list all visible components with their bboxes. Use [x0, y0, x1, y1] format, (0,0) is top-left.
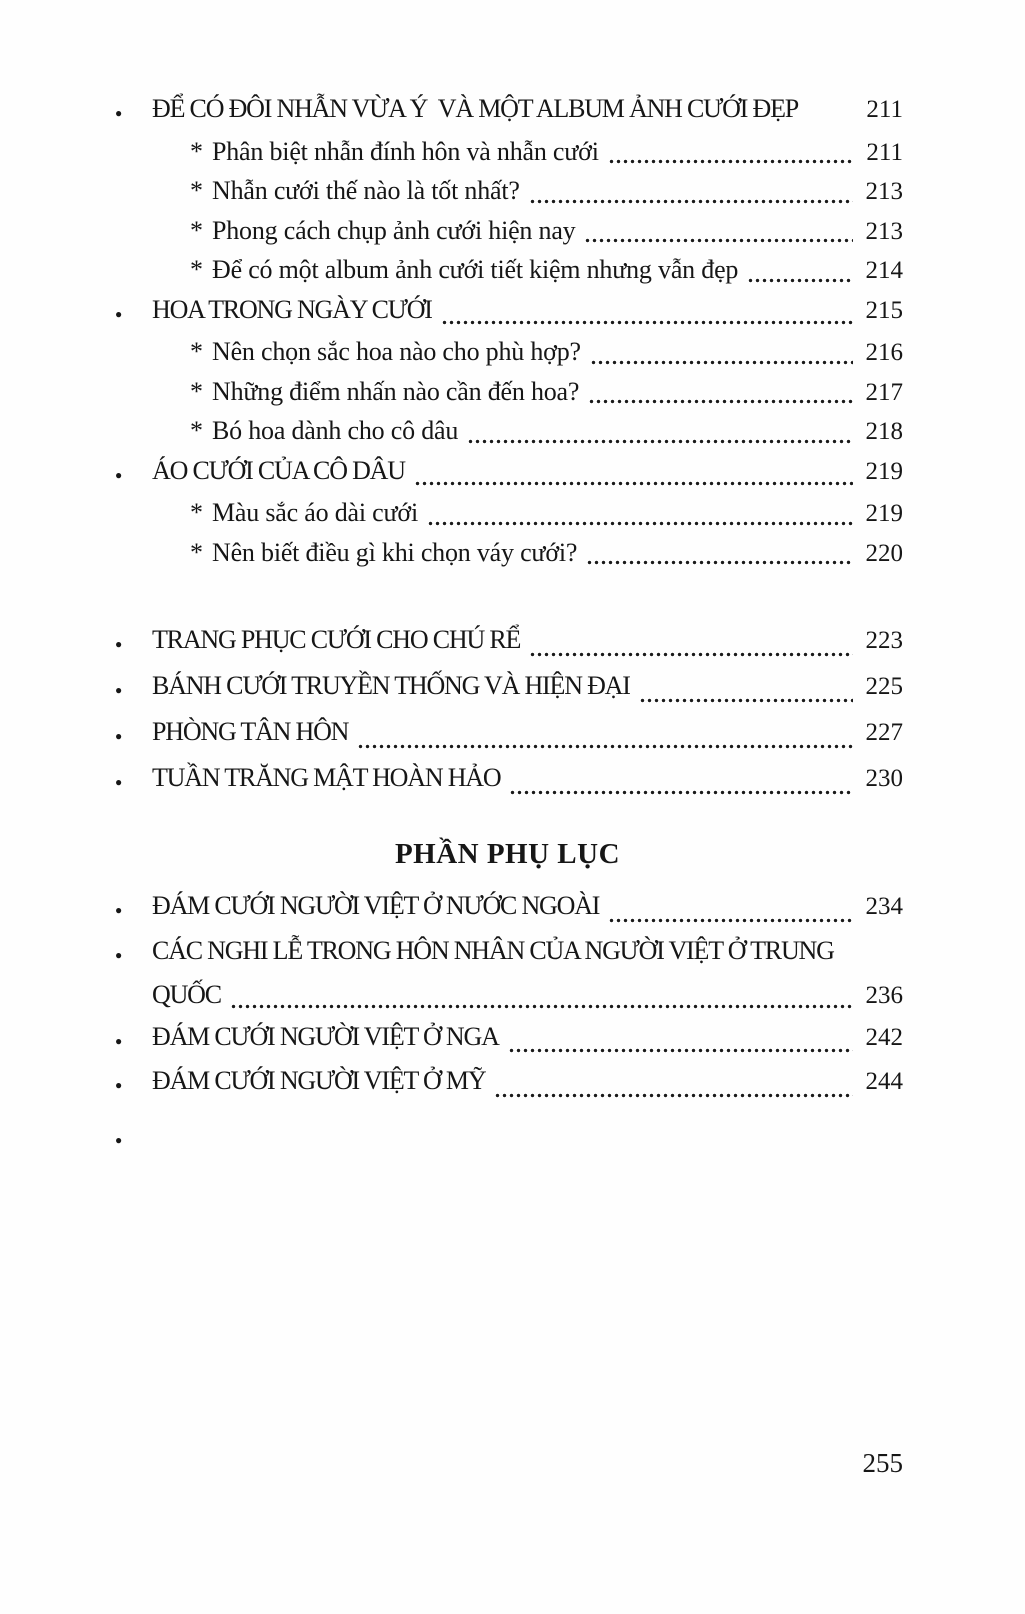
toc-page-number: 218 — [865, 418, 903, 445]
bullet-marker: ● — [115, 306, 123, 321]
bullet-marker: ● — [115, 729, 123, 743]
asterisk-marker: * — [190, 498, 203, 527]
toc-page-number: 219 — [865, 457, 903, 485]
dot-leader — [467, 439, 853, 444]
toc-entry-label: Những điểm nhấn nào cần đến hoa? — [212, 376, 580, 406]
toc-entry-label: ÁO CƯỚI CỦA CÔ DÂU — [152, 455, 405, 485]
toc-entry — [112, 133, 903, 173]
appendix-heading: PHẦN PHỤ LỤC — [394, 838, 621, 870]
toc-entry-label: CÁC NGHI LỄ TRONG HÔN NHÂN CỦA NGƯỜI VIỆT Ở TRUNG — [152, 935, 834, 965]
dot-leader — [747, 278, 853, 283]
toc-page-number: 244 — [865, 1068, 903, 1095]
toc-entry-label: Bó hoa dành cho cô dâu — [212, 416, 459, 445]
toc-entry-label: Phân biệt nhẫn đính hôn và nhẫn cưới — [212, 136, 599, 166]
toc-section-groom-cake-honeymoon — [112, 619, 903, 803]
bullet-marker: ● — [115, 467, 123, 482]
toc-entry — [112, 494, 903, 534]
toc-entry-label: BÁNH CƯỚI TRUYỀN THỐNG VÀ HIỆN ĐẠI — [152, 671, 630, 700]
toc-page-number: 236 — [865, 982, 903, 1009]
toc-entry-label: Để có một album ảnh cưới tiết kiệm nhưng vẫn đẹp — [212, 255, 739, 284]
bullet-marker: ● — [115, 106, 123, 120]
toc-entry-label: TUẦN TRĂNG MẬT HOÀN HẢO — [152, 763, 501, 792]
toc-page-number: 223 — [865, 627, 903, 654]
toc-entry-label: ĐÁM CƯỚI NGƯỜI VIỆT Ở NGA — [152, 1021, 499, 1051]
toc-entry-label: Phong cách chụp ảnh cưới hiện nay — [212, 215, 576, 245]
toc-page-number: 220 — [865, 539, 903, 567]
toc-entry-label: Màu sắc áo dài cưới — [212, 498, 418, 527]
dot-leader — [441, 320, 853, 325]
dot-leader — [608, 159, 853, 164]
dot-leader — [608, 918, 853, 923]
asterisk-marker: * — [190, 416, 203, 445]
toc-page-number: 213 — [865, 178, 903, 205]
dot-leader — [509, 790, 853, 795]
toc-entry-label: ĐỂ CÓ ĐÔI NHẪN VỪA Ý VÀ MỘT ALBUM ẢNH CƯỚI ĐẸP — [152, 94, 799, 123]
dot-leader — [508, 1048, 853, 1053]
bullet-marker: ● — [115, 1033, 123, 1048]
asterisk-marker: * — [190, 255, 203, 284]
page-number: 255 — [862, 1448, 903, 1478]
asterisk-marker: * — [190, 176, 203, 205]
toc-section-appendix — [112, 886, 903, 1160]
toc-page-number: 227 — [865, 719, 903, 746]
toc-page-number: 213 — [865, 217, 903, 245]
bullet-marker: ● — [115, 637, 123, 651]
toc-entry — [112, 711, 903, 757]
toc-entry-label: ĐÁM CƯỚI NGƯỜI VIỆT Ở MỸ — [152, 1066, 486, 1095]
toc-page-number: 211 — [866, 96, 903, 123]
dot-leader — [427, 521, 853, 526]
toc-entry — [112, 333, 903, 373]
dot-leader — [584, 238, 853, 243]
bullet-marker: ● — [115, 1078, 123, 1092]
asterisk-marker: * — [190, 537, 203, 567]
toc-entry — [112, 931, 903, 976]
asterisk-marker: * — [190, 376, 203, 406]
toc — [112, 0, 903, 1160]
dot-leader — [357, 744, 853, 749]
toc-entry — [112, 665, 903, 711]
toc-entry — [112, 1017, 903, 1062]
asterisk-marker: * — [190, 337, 203, 366]
toc-page-number: 219 — [865, 500, 903, 527]
toc-page-number: 225 — [865, 673, 903, 700]
toc-page-number: 214 — [865, 257, 903, 284]
toc-entry — [112, 412, 903, 452]
toc-entry — [112, 172, 903, 212]
dot-leader — [588, 399, 853, 404]
dot-leader — [494, 1093, 853, 1098]
toc-entry — [112, 886, 903, 931]
toc-entry — [112, 534, 903, 574]
toc-entry — [112, 1061, 903, 1106]
dot-leader — [586, 560, 853, 565]
toc-page-number: 215 — [865, 296, 903, 324]
toc-entry-label: Nhẫn cưới thế nào là tốt nhất? — [212, 176, 520, 205]
bullet-marker: ● — [115, 775, 123, 789]
toc-page-number: 211 — [866, 138, 903, 166]
toc-entry — [112, 975, 903, 1017]
toc-entry — [112, 291, 903, 334]
toc-entry — [112, 1120, 903, 1161]
toc-entry — [112, 90, 903, 133]
toc-entry-label: HOA TRONG NGÀY CƯỚI — [152, 294, 432, 324]
dot-leader — [590, 360, 853, 365]
dot-leader — [529, 652, 853, 657]
toc-entry — [112, 452, 903, 495]
dot-leader — [639, 698, 853, 703]
toc-page-number: 242 — [865, 1023, 903, 1051]
toc-entry — [112, 212, 903, 252]
bullet-marker: ● — [115, 1132, 123, 1147]
toc-section-rings-flowers-dress — [112, 90, 903, 573]
asterisk-marker: * — [190, 215, 203, 245]
toc-page-number: 230 — [865, 765, 903, 792]
toc-page-number: 217 — [865, 378, 903, 406]
toc-entry-label: PHÒNG TÂN HÔN — [152, 717, 349, 746]
bullet-marker: ● — [115, 947, 123, 962]
bullet-marker: ● — [115, 903, 123, 917]
toc-entry-label: Nên biết điều gì khi chọn váy cưới? — [212, 537, 578, 567]
toc-entry-label: Nên chọn sắc hoa nào cho phù hợp? — [212, 337, 581, 366]
dot-leader — [230, 1004, 853, 1009]
toc-page-number: 216 — [865, 339, 903, 366]
toc-entry — [112, 373, 903, 413]
toc-entry — [112, 619, 903, 665]
toc-entry-label: TRANG PHỤC CƯỚI CHO CHÚ RỂ — [152, 625, 521, 654]
dot-leader — [529, 199, 853, 204]
toc-entry-label: QUỐC — [152, 980, 221, 1009]
bullet-marker: ● — [115, 683, 123, 697]
asterisk-marker: * — [190, 136, 203, 166]
toc-entry — [112, 251, 903, 291]
toc-entry — [112, 757, 903, 803]
toc-page-number: 234 — [865, 893, 903, 920]
toc-entry-label: ĐÁM CƯỚI NGƯỜI VIỆT Ở NƯỚC NGOÀI — [152, 891, 600, 920]
dot-leader — [414, 481, 853, 486]
